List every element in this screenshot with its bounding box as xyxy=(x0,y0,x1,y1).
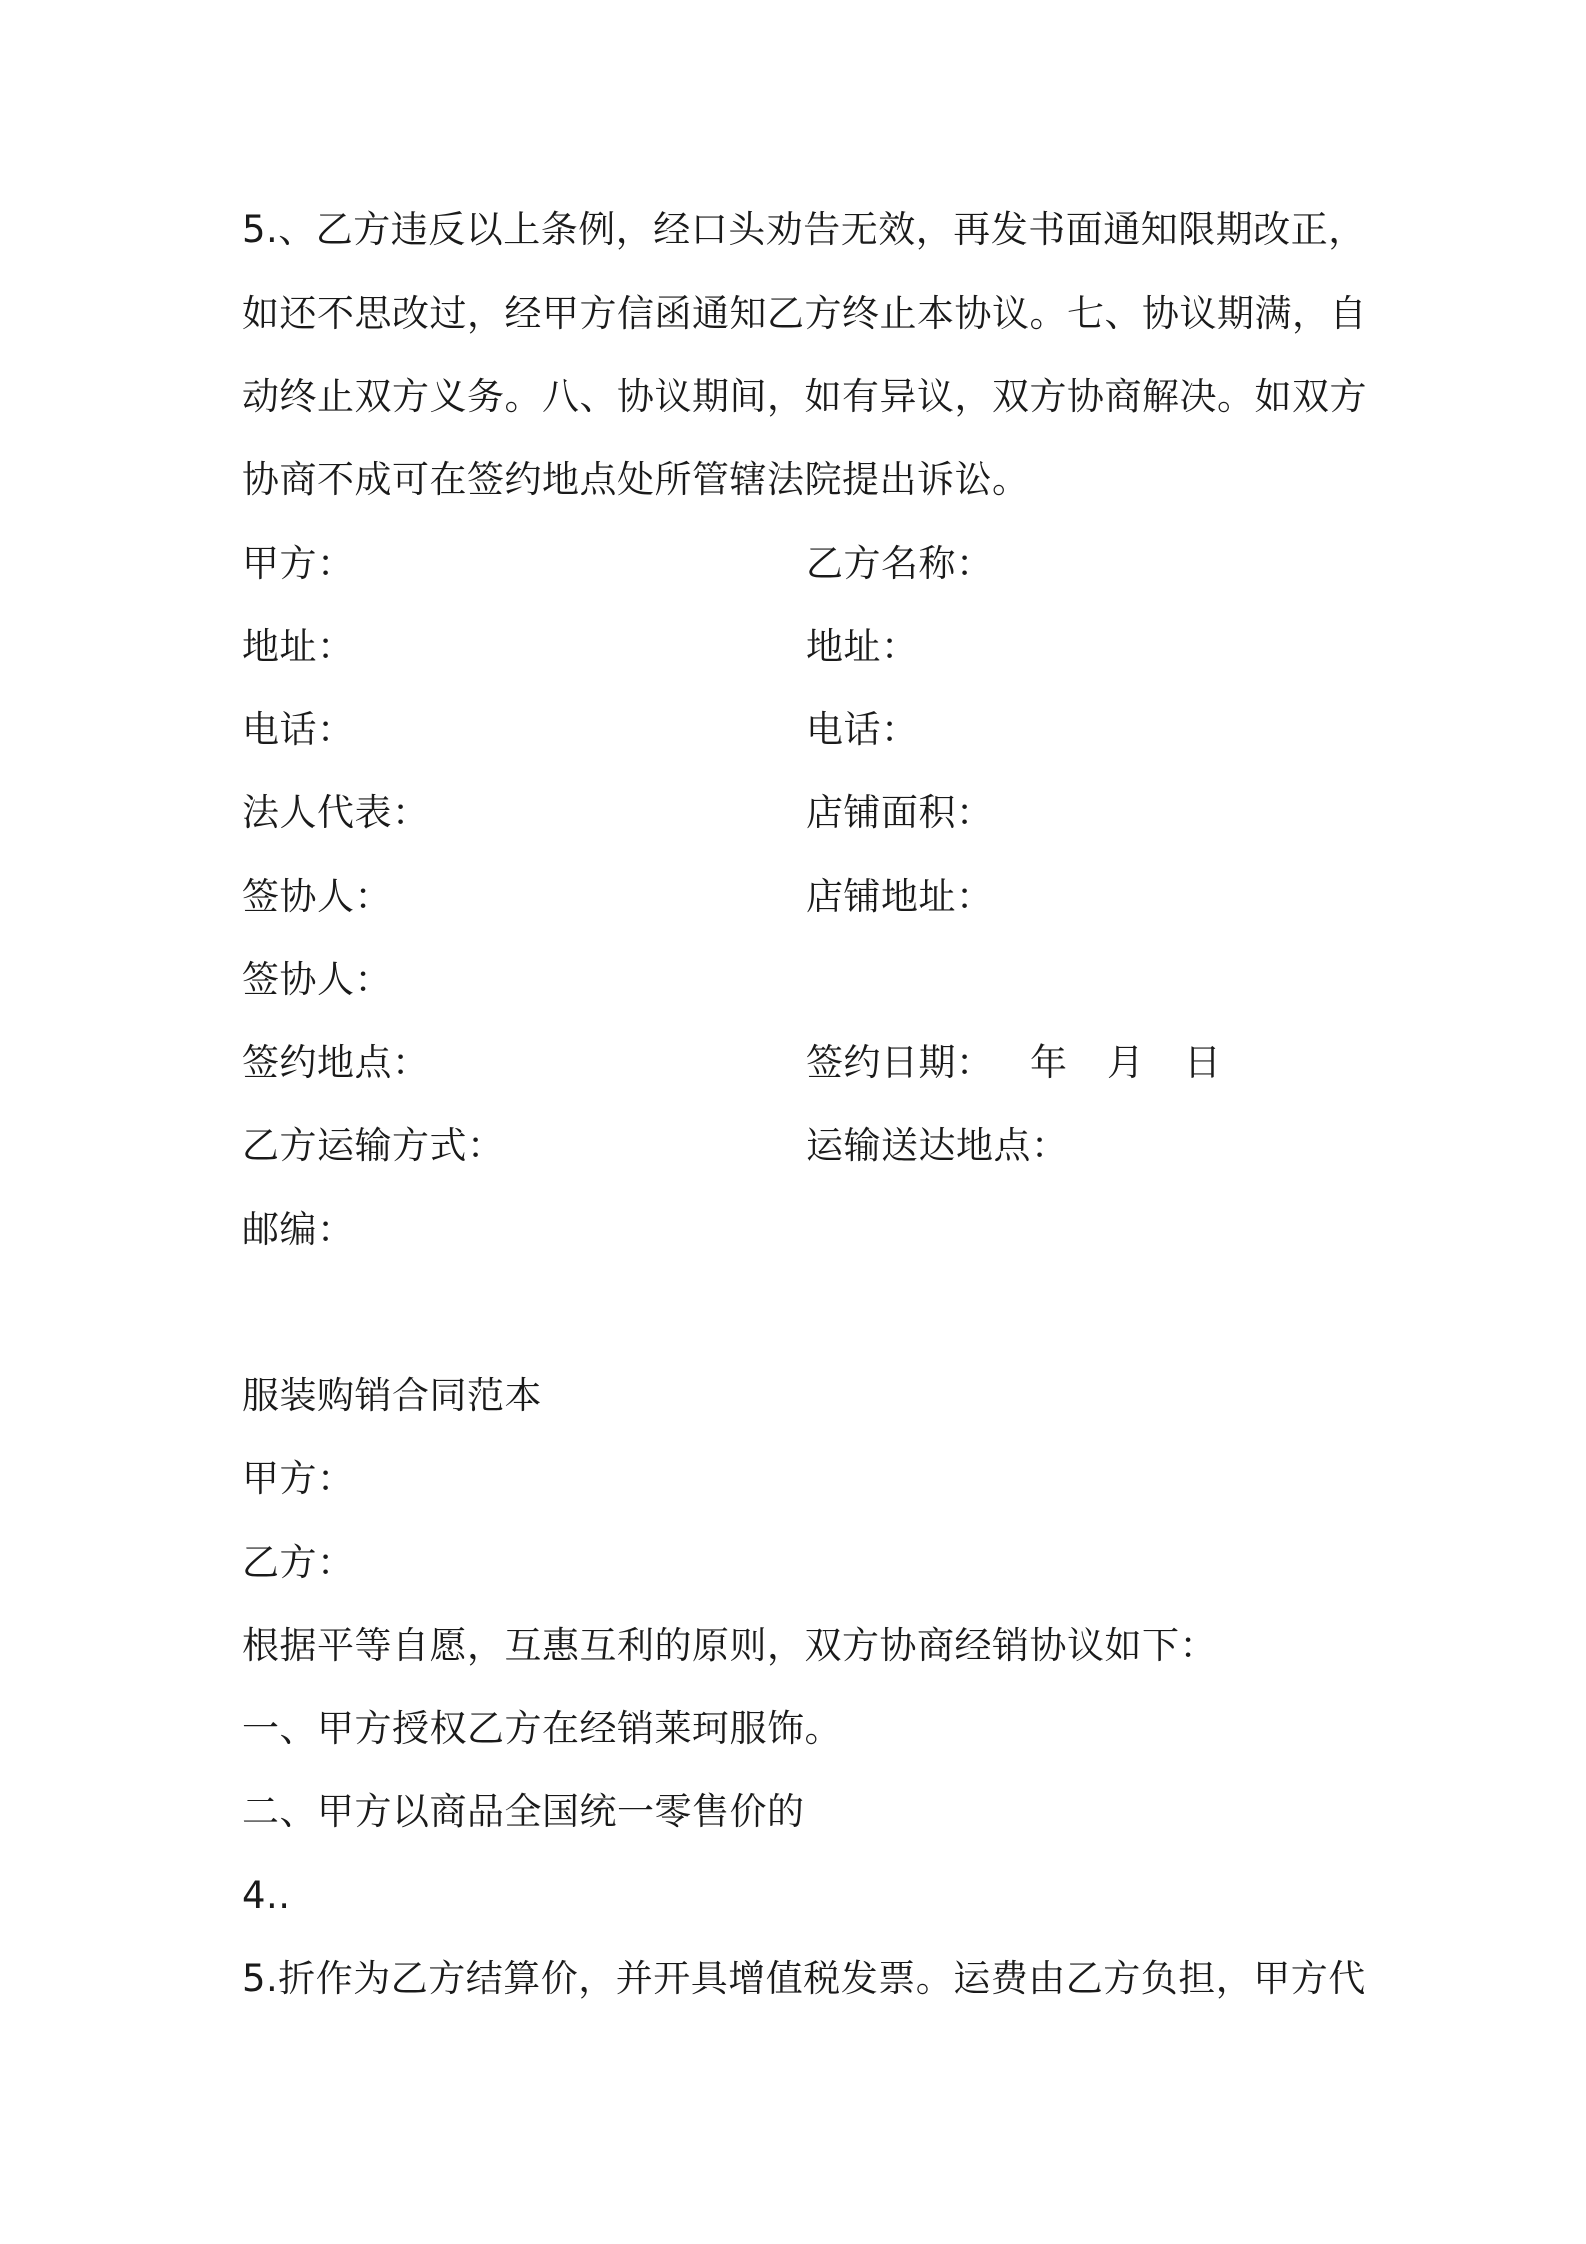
legal-representative-label: 法人代表： xyxy=(242,791,430,834)
signatory-label-2: 签协人： xyxy=(242,958,392,1001)
contract-party-b: 乙方： xyxy=(242,1541,355,1584)
date-month: 月 xyxy=(1107,1041,1144,1084)
signing-date-parts xyxy=(1030,1041,1221,1085)
date-day: 日 xyxy=(1184,1041,1221,1084)
party-a-address-label: 地址： xyxy=(242,625,355,668)
party-b-name-label: 乙方名称： xyxy=(806,542,994,585)
contract-clause: 一、甲方授权乙方在经销莱珂服饰。 xyxy=(242,1707,842,1750)
paragraph-line: 协商不成可在签约地点处所管辖法院提出诉讼。 xyxy=(242,458,1030,501)
signatory-label: 签协人： xyxy=(242,875,392,918)
paragraph-line: 动终止双方义务。八、协议期间，如有异议，双方协商解决。如双方 xyxy=(242,375,1367,418)
paragraph-line: 5.、乙方违反以上条例，经口头劝告无效，再发书面通知限期改正， xyxy=(242,208,1366,251)
party-b-address-label: 地址： xyxy=(806,625,919,668)
transport-method-label: 乙方运输方式： xyxy=(242,1124,505,1167)
signing-place-label: 签约地点： xyxy=(242,1041,430,1084)
contract-clause: 5.折作为乙方结算价，并开具增值税发票。运费由乙方负担，甲方代 xyxy=(242,1957,1366,2000)
store-address-label: 店铺地址： xyxy=(806,875,994,918)
party-a-phone-label: 电话： xyxy=(242,708,355,751)
contract-clause: 4.. xyxy=(242,1874,291,1917)
contract-title: 服装购销合同范本 xyxy=(242,1374,542,1417)
contract-preamble: 根据平等自愿，互惠互利的原则，双方协商经销协议如下： xyxy=(242,1624,1217,1667)
date-year: 年 xyxy=(1030,1041,1067,1084)
signing-date-label: 签约日期： xyxy=(806,1041,994,1084)
party-b-phone-label: 电话： xyxy=(806,708,919,751)
delivery-place-label: 运输送达地点： xyxy=(806,1124,1069,1167)
contract-party-a: 甲方： xyxy=(242,1457,355,1500)
party-a-label: 甲方： xyxy=(242,542,355,585)
paragraph-line: 如还不思改过，经甲方信函通知乙方终止本协议。七、协议期满，自 xyxy=(242,292,1367,335)
contract-clause: 二、甲方以商品全国统一零售价的 xyxy=(242,1790,805,1833)
store-area-label: 店铺面积： xyxy=(806,791,994,834)
postcode-label: 邮编： xyxy=(242,1208,355,1251)
